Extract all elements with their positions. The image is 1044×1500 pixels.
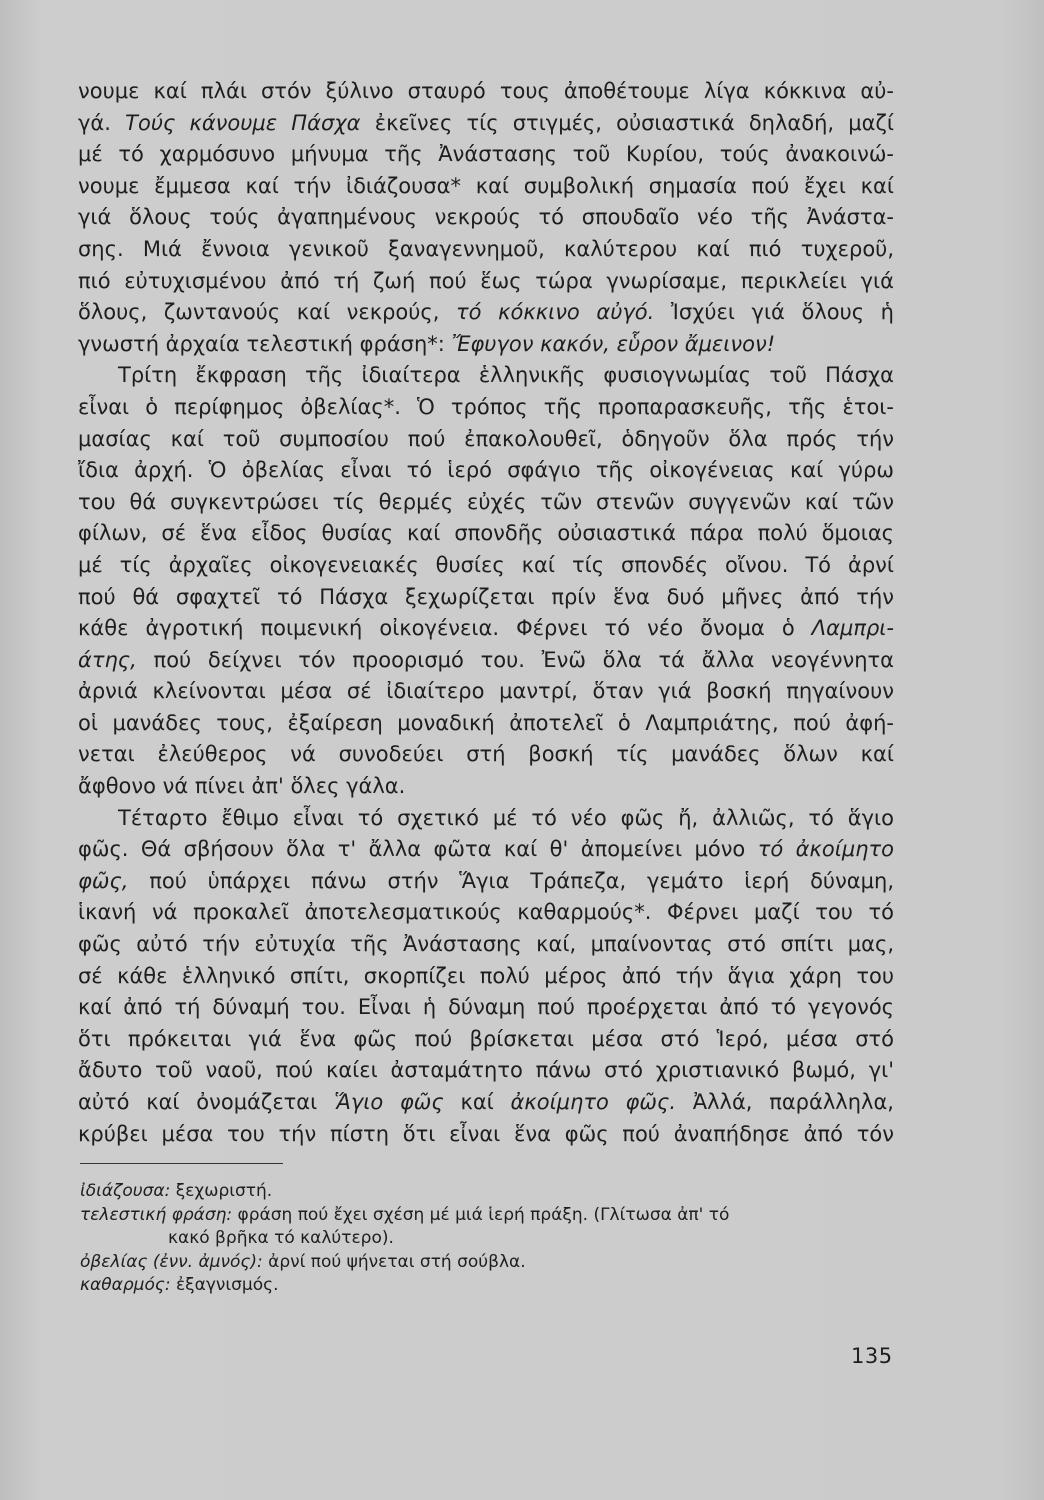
text-span: γιά ὅλους τούς ἀγαπημένους νεκρούς τό σπουδαῖο νέο τῆς Ἀνάστα-: [78, 205, 894, 230]
italic-phrase: άτης,: [78, 647, 137, 672]
footnote-term: ὀβελίας (ἐνν. ἀμνός):: [80, 1251, 263, 1272]
text-line: [78, 392, 894, 424]
text-span: ὅτι πρόκειται γιά ἕνα φῶς πού βρίσκεται μέσα στό Ἱερό, μέσα στό: [78, 1026, 894, 1051]
text-line: [78, 676, 894, 708]
text-span: ἄδυτο τοῦ ναοῦ, πού καίει ἀσταμάτητο πάνω στό χριστιανικό βωμό, γι': [78, 1058, 894, 1083]
footnote-definition: ἐξαγνισμός.: [175, 1275, 279, 1295]
text-line: [78, 1087, 894, 1119]
footnote-definition: ξεχωριστή.: [175, 1181, 273, 1201]
text-span: καί ἀπό τή δύναμή του. Εἶναι ἡ δύναμη πού προέρχεται ἀπό τό γεγονός: [78, 995, 894, 1020]
text-line: [78, 550, 894, 582]
italic-phrase: Τούς κάνουμε Πάσχα: [125, 110, 361, 135]
italic-phrase: Λαμπρι-: [811, 616, 894, 641]
italic-phrase: τό ἀκοίμητο: [757, 837, 894, 862]
footnote-term: τελεστική φράση:: [80, 1204, 233, 1225]
text-span: πού δείχνει τόν προορισμό του. Ἐνῶ ὅλα τά ἄλλα νεογέννητα: [153, 647, 894, 672]
text-line: [78, 834, 894, 866]
text-span: ἐκεῖνες τίς στιγμές, οὐσιαστικά δηλαδή, μαζί: [374, 110, 894, 135]
text-span: γνωστή ἀρχαία τελεστική φράση*:: [78, 331, 445, 356]
text-span: ἄφθονο νά πίνει ἀπ' ὅλες γάλα.: [78, 774, 406, 799]
text-line: [78, 108, 894, 140]
text-span: σέ κάθε ἑλληνικό σπίτι, σκορπίζει πολύ μέρος ἀπό τήν ἅγια χάρη του: [78, 963, 894, 988]
text-span: Ἀλλά, παράλληλα,: [692, 1090, 894, 1114]
text-line: [78, 1055, 894, 1087]
text-span: Τέταρτο ἔθιμο εἶναι τό σχετικό μέ τό νέο φῶς ἤ, ἀλλιῶς, τό ἅγιο: [118, 805, 894, 830]
footnote: [80, 1180, 900, 1204]
text-line: [78, 645, 894, 677]
text-line: [78, 961, 894, 993]
text-line: [78, 329, 894, 361]
text-span: νουμε ἔμμεσα καί τήν ἰδιάζουσα* καί συμβολική σημασία πού ἔχει καί: [78, 173, 894, 198]
footnotes: [80, 1180, 900, 1298]
footnote: [80, 1274, 900, 1298]
text-line: [78, 424, 894, 456]
footnote-term: καθαρμός:: [80, 1275, 171, 1295]
footnote: [80, 1251, 900, 1275]
footnote-definition: φράση πού ἔχει σχέση μέ μιά ἱερή πράξη. (Γλίτωσα ἀπ' τό: [237, 1204, 730, 1225]
text-span: οἱ μανάδες τους, ἐξαίρεση μοναδική ἀποτελεῖ ὁ Λαμπριάτης, πού ἀφή-: [78, 710, 894, 735]
text-span: φῶς. Θά σβήσουν ὅλα τ' ἄλλα φῶτα καί θ' ἀπομείνει μόνο: [78, 837, 746, 862]
text-line: [78, 739, 894, 771]
text-span: μέ τίς ἀρχαῖες οἰκογενειακές θυσίες καί τίς σπονδές οἴνου. Τό ἀρνί: [78, 552, 894, 577]
text-span: νουμε καί πλάι στόν ξύλινο σταυρό τους ἀποθέτουμε λίγα κόκκινα αὐ-: [78, 79, 894, 103]
text-line: [78, 803, 894, 835]
text-line: [78, 708, 894, 740]
text-line: [78, 613, 894, 645]
text-span: ἴδια ἀρχή. Ὁ ὀβελίας εἶναι τό ἱερό σφάγιο τῆς οἰκογένειας καί γύρω: [78, 458, 894, 483]
text-span: κάθε ἀγροτική ποιμενική οἰκογένεια. Φέρνει τό νέο ὄνομα ὁ: [78, 616, 795, 641]
text-span: μασίας καί τοῦ συμποσίου πού ἐπακολουθεῖ, ὁδηγοῦν ὅλα πρός τήν: [78, 426, 894, 451]
text-span: ὅλους, ζωντανούς καί νεκρούς,: [78, 300, 440, 325]
text-span: πού θά σφαχτεῖ τό Πάσχα ξεχωρίζεται πρίν ἕνα δυό μῆνες ἀπό τήν: [78, 584, 894, 609]
text-line: [78, 992, 894, 1024]
text-line: [78, 455, 894, 487]
text-span: Τρίτη ἔκφραση τῆς ἰδιαίτερα ἑλληνικῆς φυσιογνωμίας τοῦ Πάσχα: [118, 363, 894, 388]
text-line: [78, 360, 894, 392]
text-span: γά.: [78, 110, 111, 135]
main-text: [78, 76, 894, 1150]
text-span: πιό εὐτυχισμένου ἀπό τή ζωή πού ἕως τώρα γνωρίσαμε, περικλείει γιά: [78, 268, 894, 293]
footnote-separator: [80, 1163, 283, 1164]
text-line: [78, 1119, 894, 1151]
text-line: [78, 487, 894, 519]
italic-phrase: Ἅγιο φῶς: [334, 1090, 444, 1114]
text-line: [78, 139, 894, 171]
text-span: ἀρνιά κλείνονται μέσα σέ ἰδιαίτερο μαντρί, ὅταν γιά βοσκή πηγαίνουν: [78, 679, 894, 704]
text-line: [78, 171, 894, 203]
footnote-definition: κακό βρῆκα τό καλύτερο).: [168, 1228, 394, 1248]
page-number: 135: [851, 1344, 893, 1368]
footnote-continuation: [80, 1227, 900, 1251]
italic-phrase: τό κόκκινο αὐγό.: [456, 300, 655, 325]
text-line: [78, 202, 894, 234]
text-span: εἶναι ὁ περίφημος ὀβελίας*. Ὁ τρόπος τῆς προπαρασκευῆς, τῆς ἑτοι-: [78, 394, 894, 419]
text-line: [78, 1024, 894, 1056]
text-line: [78, 866, 894, 898]
text-span: σης. Μιά ἔννοια γενικοῦ ξαναγεννημοῦ, καλύτερου καί πιό τυχεροῦ,: [78, 236, 894, 261]
text-span: νεται ἐλεύθερος νά συνοδεύει στή βοσκή τίς μανάδες ὅλων καί: [78, 742, 894, 767]
footnote-definition: ἀρνί πού ψήνεται στή σούβλα.: [268, 1251, 526, 1272]
text-span: φῶς αὐτό τήν εὐτυχία τῆς Ἀνάστασης καί, μπαίνοντας στό σπίτι μας,: [78, 932, 894, 957]
italic-phrase: ἀκοίμητο φῶς.: [510, 1090, 676, 1114]
text-line: [78, 266, 894, 298]
text-line: [78, 771, 894, 803]
italic-phrase: Ἔφυγον κακόν, εὗρον ἄμεινον!: [451, 331, 776, 356]
text-span: κρύβει μέσα του τήν πίστη ὅτι εἶναι ἕνα φῶς πού ἀναπήδησε ἀπό τόν: [78, 1121, 894, 1146]
text-span: ἱκανή νά προκαλεῖ ἀποτελεσματικούς καθαρμούς*. Φέρνει μαζί του τό: [78, 900, 894, 925]
text-span: πού ὑπάρχει πάνω στήν Ἅγια Τράπεζα, γεμάτο ἱερή δύναμη,: [149, 868, 894, 893]
italic-phrase: φῶς,: [78, 868, 129, 893]
text-line: [78, 297, 894, 329]
text-span: μέ τό χαρμόσυνο μήνυμα τῆς Ἀνάστασης τοῦ Κυρίου, τούς ἀνακοινώ-: [78, 142, 894, 167]
text-span: καί: [460, 1090, 494, 1114]
footnote-term: ἰδιάζουσα:: [80, 1181, 171, 1201]
text-line: [78, 76, 894, 108]
text-line: [78, 582, 894, 614]
text-span: αὐτό καί ὀνομάζεται: [78, 1090, 318, 1114]
text-span: του θά συγκεντρώσει τίς θερμές εὐχές τῶν στενῶν συγγενῶν καί τῶν: [78, 489, 894, 514]
text-line: [78, 518, 894, 550]
text-span: Ἰσχύει γιά ὅλους ἡ: [670, 300, 894, 325]
text-line: [78, 897, 894, 929]
text-span: φίλων, σέ ἕνα εἶδος θυσίας καί σπονδῆς οὐσιαστικά πάρα πολύ ὅμοιας: [78, 521, 894, 546]
text-line: [78, 234, 894, 266]
text-line: [78, 929, 894, 961]
footnote: [80, 1204, 900, 1228]
